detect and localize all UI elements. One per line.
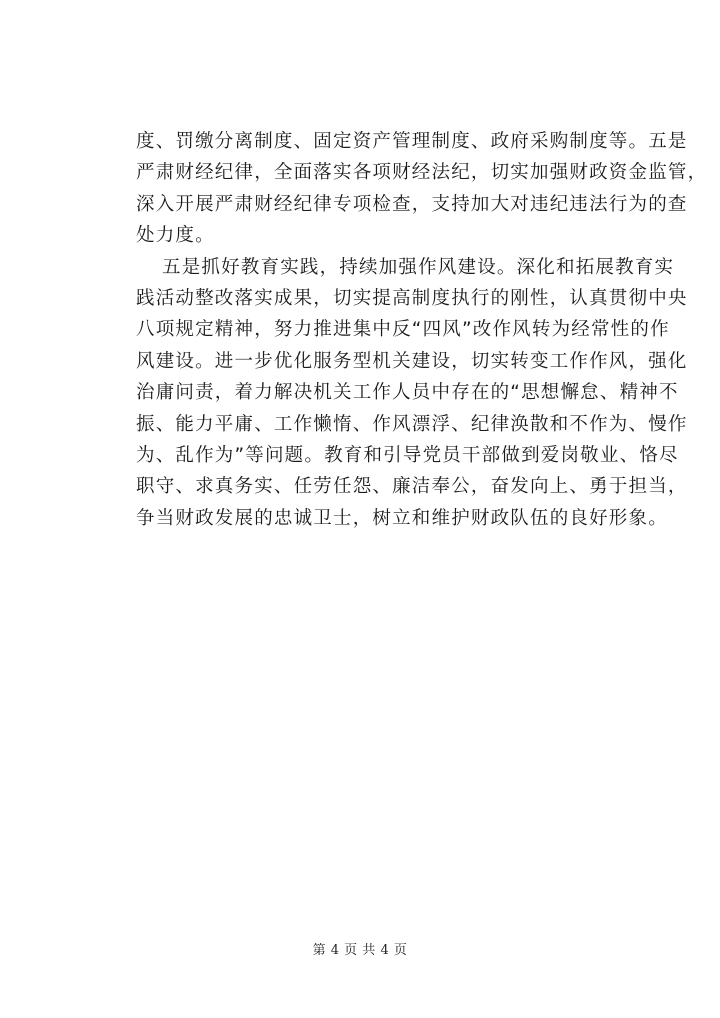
text-line: 处力度。 <box>136 225 215 247</box>
text-line: 深入开展严肃财经纪律专项检查，支持加大对违纪违法行为的查 <box>136 193 688 215</box>
text-line: 争当财政发展的忠诚卫士，树立和维护财政队伍的良好形象。 <box>136 507 668 529</box>
text-line: 振、能力平庸、工作懒惰、作风漂浮、纪律涣散和不作为、慢作 <box>136 413 688 435</box>
text-line: 践活动整改落实成果，切实提高制度执行的刚性，认真贯彻中央 <box>136 287 688 309</box>
text-line: 为、乱作为”等问题。教育和引导党员干部做到爱岗敬业、恪尽 <box>136 444 679 466</box>
paragraph-start-line: 五是抓好教育实践，持续加强作风建设。深化和拓展教育实 <box>162 256 675 278</box>
text-line: 职守、求真务实、任劳任怨、廉洁奉公，奋发向上、勇于担当， <box>136 476 688 498</box>
text-line: 度、罚缴分离制度、固定资产管理制度、政府采购制度等。五是 <box>136 131 688 152</box>
body-text <box>136 126 708 534</box>
text-line: 严肃财经纪律，全面落实各项财经法纪，切实加强财政资金监管， <box>136 162 708 184</box>
page-number-footer: 第 4 页 共 4 页 <box>312 943 408 958</box>
text-line: 八项规定精神，努力推进集中反“四风”改作风转为经常性的作 <box>136 319 670 341</box>
text-line: 风建设。进一步优化服务型机关建设，切实转变工作作风，强化 <box>136 350 688 372</box>
text-line: 治庸问责，着力解决机关工作人员中存在的“思想懈怠、精神不 <box>136 382 679 404</box>
